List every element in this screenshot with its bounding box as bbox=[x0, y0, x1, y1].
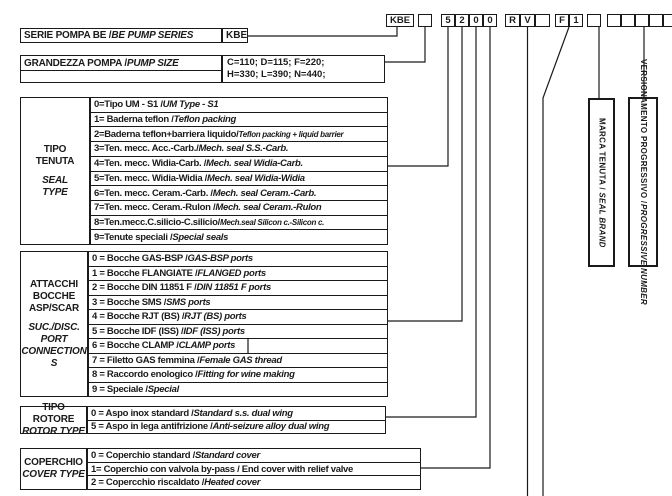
cover-type-options bbox=[87, 448, 421, 490]
option-text-en: Mech. seal Widia-Carb. bbox=[206, 158, 303, 170]
option-text-it: 5=Ten. mecc. Widia-Widia / bbox=[94, 172, 208, 184]
option-row bbox=[89, 281, 387, 296]
option-text-en: Mech. seal Widia-Widia bbox=[207, 172, 305, 184]
code-cell-seal-brand bbox=[587, 14, 601, 27]
rotor-type-label bbox=[20, 402, 87, 437]
option-text-it: 0 = Aspo inox standard / bbox=[91, 407, 194, 419]
option-text-en: SMS ports bbox=[166, 296, 211, 308]
option-row bbox=[89, 252, 387, 267]
ports-label-line: ASP/SCAR bbox=[28, 302, 80, 314]
code-box-f1 bbox=[555, 14, 583, 27]
option-text-it: 8=Ten.mecc.C.silicio-C.silicio/ bbox=[94, 216, 220, 228]
option-text-it: 3 = Bocche SMS / bbox=[92, 296, 167, 308]
option-text-it: 4 = Bocche RJT (BS) / bbox=[92, 311, 185, 323]
seal-label-en-line: SEAL bbox=[42, 174, 68, 186]
option-text-it: 9 = Speciale / bbox=[92, 383, 148, 395]
code-cell-v: V bbox=[520, 14, 535, 27]
code-box-rv bbox=[505, 14, 550, 27]
size-label bbox=[21, 56, 221, 71]
option-row bbox=[89, 354, 387, 369]
option-row bbox=[91, 230, 387, 244]
option-text-en: Mech. seal S.S.-Carb. bbox=[198, 143, 289, 155]
code-cell-1: 1 bbox=[569, 14, 583, 27]
option-text-it: 9=Tenute speciali / bbox=[94, 231, 173, 243]
option-text-en: Fitting for wine making bbox=[197, 369, 295, 381]
option-text-it: 6=Ten. mecc. Ceram.-Carb. / bbox=[94, 187, 213, 199]
option-text-it: 1= Baderna teflon / bbox=[94, 114, 174, 126]
seal-label-line: TENUTA bbox=[35, 155, 75, 167]
seal-type-label bbox=[20, 97, 90, 245]
seal-brand-text bbox=[596, 118, 608, 248]
ports-label-line: BOCCHE bbox=[32, 290, 76, 302]
code-cell-tail bbox=[649, 14, 663, 27]
option-text-it: 4=Ten. mecc. Widia-Carb. / bbox=[94, 158, 207, 170]
progressive-number-box bbox=[628, 59, 658, 305]
code-cell-seal: 5 bbox=[441, 14, 455, 27]
size-label-box bbox=[20, 55, 222, 83]
port-connections-options bbox=[88, 251, 388, 397]
option-text-it: 0=Tipo UM - S1 / bbox=[94, 99, 163, 111]
option-row bbox=[91, 157, 387, 172]
ports-label-en-line: S bbox=[50, 357, 58, 369]
code-cell-rotor: 0 bbox=[469, 14, 483, 27]
code-cell-tail bbox=[663, 14, 672, 27]
series-value-box bbox=[222, 28, 248, 43]
size-values-box bbox=[222, 55, 385, 83]
option-row bbox=[91, 186, 387, 201]
seal-brand-en: SEAL BRAND bbox=[597, 192, 607, 248]
option-text-en: GAS-BSP ports bbox=[187, 253, 253, 265]
code-cell-series: KBE bbox=[386, 14, 414, 27]
option-text-en: Teflon packing bbox=[173, 114, 237, 126]
option-text-en: Special seals bbox=[172, 231, 229, 243]
option-text-it: 1 = Bocche FLANGIATE / bbox=[92, 267, 198, 279]
option-row bbox=[88, 463, 420, 477]
option-row bbox=[89, 325, 387, 340]
code-cell-cover: 0 bbox=[483, 14, 497, 27]
ports-label-line: ATTACCHI bbox=[29, 278, 79, 290]
cover-type-label bbox=[20, 448, 87, 490]
option-text-en: Female GAS thread bbox=[199, 354, 282, 366]
option-text-it: 2 = Copercchio riscaldato / bbox=[91, 477, 205, 489]
option-row bbox=[88, 449, 420, 463]
option-text-it: 1= Coperchio con valvola by-pass / End cover with relief valve bbox=[91, 463, 354, 475]
code-box-seal-brand bbox=[587, 14, 601, 27]
option-row bbox=[91, 142, 387, 157]
option-text-en: Heated cover bbox=[204, 477, 261, 489]
wire-rotor-type bbox=[386, 27, 476, 417]
code-cell-ports: 2 bbox=[455, 14, 469, 27]
option-row bbox=[91, 216, 387, 231]
code-cell-tail bbox=[635, 14, 649, 27]
seal-label-line: TIPO bbox=[43, 143, 67, 155]
option-text-it: 2 = Bocche DIN 11851 F / bbox=[92, 282, 197, 294]
option-row bbox=[88, 476, 420, 489]
option-text-it: 5 = Bocche IDF (ISS) / bbox=[92, 325, 184, 337]
code-box-size bbox=[418, 14, 432, 27]
wire-cover-type bbox=[421, 27, 490, 468]
code-cell-tail bbox=[621, 14, 635, 27]
size-values-line1: C=110; D=115; F=220; bbox=[227, 57, 325, 68]
option-text-it: 5 = Aspo in lega antifrizione / bbox=[91, 421, 213, 433]
cover-label-it: COPERCHIO bbox=[24, 457, 83, 468]
option-text-en: Teflon packing + liquid barrier bbox=[238, 129, 344, 139]
option-text-en: Special bbox=[147, 383, 179, 395]
option-text-en: DIN 11851 F ports bbox=[196, 282, 271, 294]
option-text-it: 0 = Coperchio standard / bbox=[91, 449, 195, 461]
series-label-it: SERIE POMPA BE / bbox=[24, 30, 112, 41]
series-label bbox=[20, 28, 222, 43]
option-text-en: UM Type - S1 bbox=[162, 99, 219, 111]
option-row bbox=[89, 310, 387, 325]
option-row bbox=[91, 172, 387, 187]
option-row bbox=[89, 267, 387, 282]
rotor-label-en: ROTOR TYPE bbox=[22, 426, 85, 437]
option-row bbox=[91, 127, 387, 142]
size-label-en: PUMP SIZE bbox=[126, 57, 179, 69]
option-text-it: 7 = Filetto GAS femmina / bbox=[92, 354, 200, 366]
series-label-en: BE PUMP SERIES bbox=[111, 30, 194, 41]
option-text-en: Standard s.s. dual wing bbox=[193, 407, 293, 419]
ports-label-en-line: PORT bbox=[40, 333, 68, 345]
option-text-it: 3=Ten. mecc. Acc.-Carb./ bbox=[94, 143, 199, 155]
wire-size bbox=[385, 27, 425, 62]
ports-label-en-line: SUC./DISC. bbox=[28, 321, 80, 333]
progressive-line2: PROGRESSIVE NUMBER bbox=[639, 203, 648, 305]
option-row bbox=[88, 421, 385, 434]
option-text-en: Mech.seal Silicon c.-Silicon c. bbox=[219, 217, 325, 227]
seal-type-options bbox=[90, 97, 388, 245]
code-cell-f: F bbox=[555, 14, 569, 27]
code-box-digits bbox=[441, 14, 497, 27]
option-row bbox=[91, 201, 387, 216]
option-text-en: FLANGED ports bbox=[197, 267, 266, 279]
option-row bbox=[91, 98, 387, 113]
option-text-en: Standard cover bbox=[194, 449, 260, 461]
seal-brand-it: MARCA TENUTA / bbox=[597, 117, 607, 193]
option-text-it: 8 = Raccordo enologico / bbox=[92, 369, 198, 381]
wire-seal-type bbox=[388, 27, 448, 166]
option-text-en: Anti-seizure alloy dual wing bbox=[212, 421, 330, 433]
option-row bbox=[89, 339, 387, 354]
option-text-en: CLAMP ports bbox=[178, 340, 236, 352]
option-row bbox=[91, 113, 387, 128]
size-values-line2: H=330; L=390; N=440; bbox=[227, 69, 326, 80]
size-label-it: GRANDEZZA POMPA / bbox=[24, 57, 127, 69]
wire-series bbox=[248, 27, 397, 36]
option-text-it: 2=Baderna teflon+barriera liquido/ bbox=[94, 128, 239, 140]
option-row bbox=[89, 383, 387, 397]
option-row bbox=[89, 296, 387, 311]
option-text-en: IDF (ISS) ports bbox=[183, 325, 245, 337]
option-text-en: RJT (BS) ports bbox=[184, 311, 247, 323]
code-cell-size bbox=[418, 14, 432, 27]
option-text-it: 7=Ten. mecc. Ceram.-Rulon / bbox=[94, 202, 216, 214]
option-text-it: 6 = Bocche CLAMP / bbox=[92, 340, 179, 352]
code-cell-r: R bbox=[505, 14, 520, 27]
option-text-it: 0 = Bocche GAS-BSP / bbox=[92, 253, 188, 265]
cover-label-en: COVER TYPE bbox=[22, 469, 85, 480]
option-row bbox=[89, 368, 387, 383]
wire-port-connections bbox=[388, 27, 462, 321]
progressive-line1: VERSIONAMENTO PROGRESSIVO / bbox=[639, 59, 648, 204]
code-box-series bbox=[386, 14, 414, 27]
rotor-label-it: TIPO ROTORE bbox=[32, 402, 75, 425]
code-cell-tail bbox=[607, 14, 621, 27]
rotor-type-options bbox=[87, 406, 386, 434]
code-box-progressive bbox=[607, 14, 672, 27]
seal-brand-box bbox=[588, 98, 615, 267]
series-value: KBE bbox=[226, 30, 248, 41]
option-text-en: Mech. seal Ceram.-Rulon bbox=[215, 202, 322, 214]
option-row bbox=[88, 407, 385, 421]
wire-f-column bbox=[543, 27, 569, 496]
port-connections-label bbox=[20, 251, 88, 397]
ports-label-en-line: CONNECTION bbox=[21, 345, 87, 357]
seal-label-en-line: TYPE bbox=[42, 186, 68, 198]
code-cell-rv-blank bbox=[535, 14, 550, 27]
option-text-en: Mech. seal Ceram.-Carb. bbox=[212, 187, 317, 199]
